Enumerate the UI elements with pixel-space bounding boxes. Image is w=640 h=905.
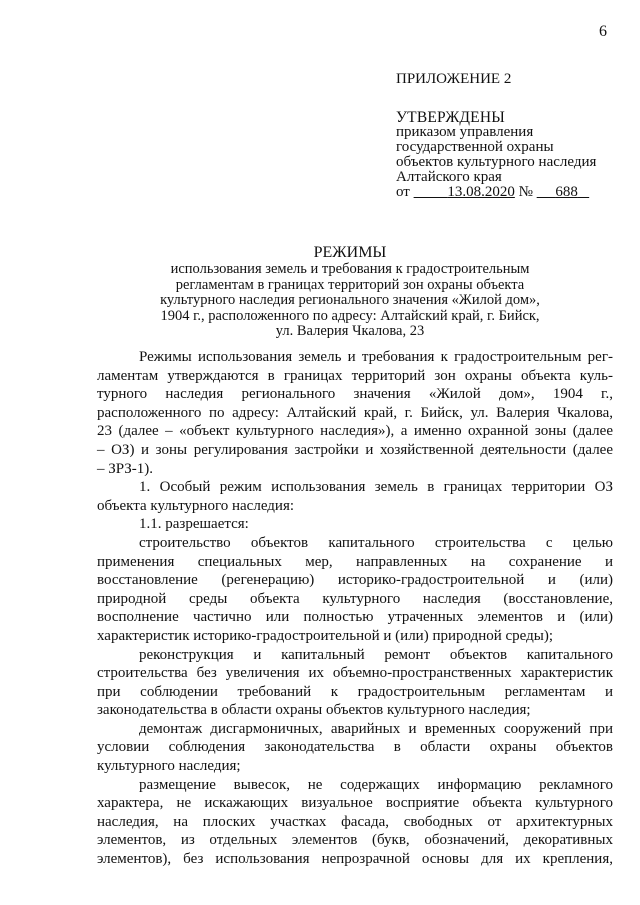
body-line: восполнение частично или полностью утраченных элементов и (или) [97, 609, 613, 626]
body-line: – ОЗ) и зоны регулирования застройки и хозяйственной деятельности (далее [97, 441, 613, 458]
approval-date-value: 13.08.2020 [447, 184, 515, 200]
heading-line: культурного наследия регионального значения «Жилой дом», [160, 292, 540, 308]
body-line: Режимы использования земель и требования к градостроительным рег- [139, 349, 613, 365]
body-line: 23 (далее – «объект культурного наследия»), а именно охранной зоны (далее [97, 423, 613, 440]
body-line: наследия, на плоских участках фасада, свободных от архитектурных [97, 813, 613, 830]
body-line: условии соблюдения законодательства в области охраны объектов [97, 739, 613, 756]
body-line: демонтаж дисгармоничных, аварийных и временных сооружений при [139, 720, 613, 737]
approval-number [537, 185, 590, 200]
date-prefix: от [396, 184, 410, 200]
heading-line: ул. Валерия Чкалова, 23 [275, 323, 425, 339]
document-heading [120, 244, 580, 340]
body-line: культурного наследия; [97, 758, 241, 775]
body-line: ламентам утверждаются в границах территорий зон охраны объекта куль- [97, 367, 613, 384]
body-line: характера, не искажающих визуальное восприятие объекта культурного [97, 795, 613, 812]
body-line: – ЗРЗ-1). [97, 460, 154, 477]
body-line: применения специальных мер, направленных на сохранение и [97, 553, 613, 570]
body-line: 1.1. разрешается: [139, 516, 249, 533]
body-line: расположенного по адресу: Алтайский край, г. Бийск, ул. Валерия Чкалова, [97, 404, 613, 421]
approval-number-value: 688 [555, 184, 578, 200]
body-line: строительства без увеличения их объемно-пространственных характеристик [97, 665, 613, 682]
page-number: 6 [599, 23, 607, 40]
approval-date-line [396, 185, 596, 200]
approved-label: УТВЕРЖДЕНЫ [396, 109, 505, 126]
approval-date [414, 185, 515, 200]
body-line: турного наследия регионального значения «Жилой дом», 1904 г., [97, 386, 613, 403]
body-line: характеристик историко-градостроительной и (или) природной среды); [97, 627, 554, 644]
body-line: размещение вывесок, не содержащих информацию рекламного [139, 776, 613, 793]
document-body [97, 348, 613, 869]
approval-line: объектов культурного наследия [396, 154, 597, 170]
body-line: природной среды объекта культурного наследия (восстановление, [97, 590, 613, 607]
body-line: реконструкция и капитальный ремонт объектов капитального [139, 646, 613, 663]
body-line: строительство объектов капитального строительства с целью [139, 534, 613, 551]
body-line: элементов), без использования непрозрачной основы для их крепления, [97, 851, 613, 868]
heading-line: использования земель и требования к градостроительным [170, 261, 530, 277]
approval-line: государственной охраны [396, 139, 554, 155]
heading-line: 1904 г., расположенного по адресу: Алтайский край, г. Бийск, [160, 307, 540, 324]
approval-line: Алтайского края [396, 169, 502, 185]
approval-line: приказом управления [396, 124, 534, 140]
document-title: РЕЖИМЫ [313, 244, 387, 261]
heading-line: регламентам в границах территорий зон охраны объекта [175, 276, 525, 293]
body-line: при соблюдении требований к градостроительным регламентам и [97, 683, 613, 700]
number-prefix: № [518, 184, 533, 200]
body-line: объекта культурного наследия: [97, 497, 295, 514]
body-line: 1. Особый режим использования земель в границах территории ОЗ [139, 479, 613, 496]
body-line: элементов, из отдельных элементов (букв, обозначений, декоративных [97, 832, 613, 849]
body-line: восстановление (регенерацию) историко-градостроительной и (или) [97, 572, 613, 589]
approval-block [396, 72, 596, 200]
body-line: законодательства в области охраны объектов культурного наследия; [97, 702, 531, 719]
appendix-label: ПРИЛОЖЕНИЕ 2 [396, 71, 512, 87]
